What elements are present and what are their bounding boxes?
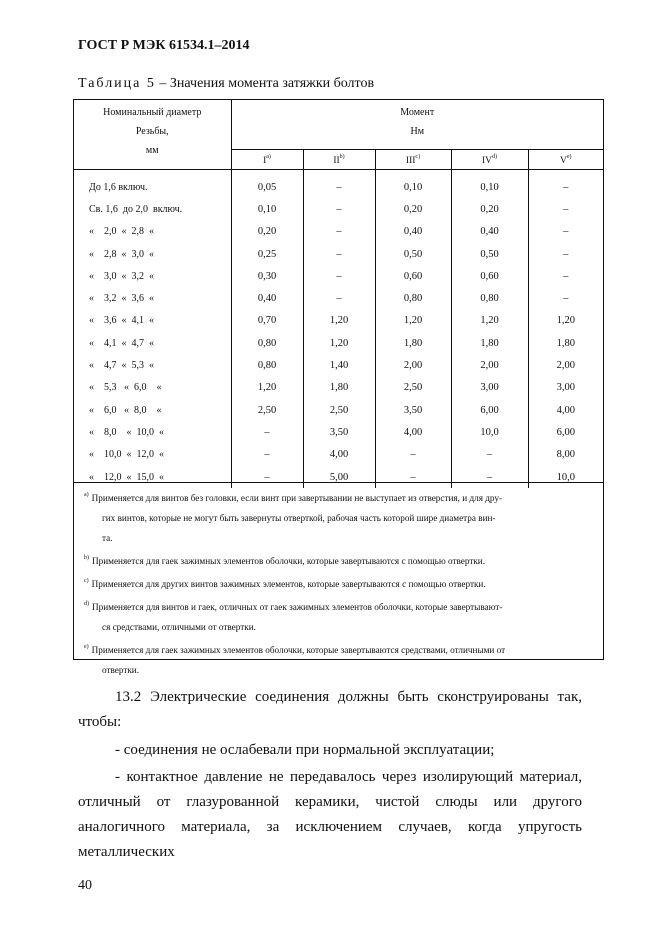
moment-cell: 6,00	[451, 399, 528, 421]
column-roman: II	[333, 155, 340, 166]
moment-cell: –	[303, 287, 375, 309]
diameter-cell: « 12,0 « 15,0 «	[74, 466, 231, 488]
table-row	[74, 310, 603, 332]
moment-cell: 0,10	[231, 198, 303, 220]
moment-cell: 1,20	[303, 310, 375, 332]
moment-cell: 1,80	[303, 377, 375, 399]
table-row	[74, 444, 603, 466]
moment-cell: 2,50	[231, 399, 303, 421]
moment-cell: 1,20	[303, 332, 375, 354]
document-header: ГОСТ Р МЭК 61534.1–2014	[78, 38, 250, 53]
table-caption	[78, 76, 374, 92]
moment-cell: –	[231, 421, 303, 443]
page-number: 40	[78, 878, 92, 893]
moment-cell: –	[563, 293, 569, 305]
note-text: Применяется для гаек зажимных элементов оболочки, которые завертываются средствами, отличными от	[91, 645, 506, 655]
moment-cell: 0,20	[231, 221, 303, 243]
moment-cell: –	[563, 248, 569, 260]
diameter-cell: « 6,0 « 8,0 «	[74, 399, 231, 421]
moment-cell: 1,80	[556, 337, 575, 349]
header-column-2	[303, 150, 375, 170]
moment-cell: 1,20	[451, 310, 528, 332]
diameter-cell: « 5,3 « 6,0 «	[74, 377, 231, 399]
diameter-cell: « 8,0 « 10,0 «	[74, 421, 231, 443]
moment-cell: –	[303, 265, 375, 287]
moment-cell: 0,60	[375, 265, 451, 287]
moment-cell: –	[375, 444, 451, 466]
moment-cell: 3,00	[556, 382, 575, 394]
moment-cell: 2,50	[303, 399, 375, 421]
table-row	[74, 399, 603, 421]
moment-cell: 2,00	[375, 354, 451, 376]
note-text: Применяется для гаек зажимных элементов оболочки, которые завертываются с помощью отвертки.	[92, 556, 486, 566]
moment-cell: 6,00	[556, 426, 575, 438]
moment-cell: 0,40	[231, 287, 303, 309]
moment-cell: 0,30	[231, 265, 303, 287]
moment-cell: –	[563, 226, 569, 238]
moment-cell: 0,10	[451, 170, 528, 199]
moment-cell: 0,80	[375, 287, 451, 309]
footnote-mark: d)	[492, 153, 498, 160]
diameter-cell: « 2,0 « 2,8 «	[74, 221, 231, 243]
table-row	[74, 243, 603, 265]
footnote-mark: c)	[415, 153, 421, 160]
header-diameter-line1: Номинальный диаметр	[103, 107, 202, 118]
note-text: Применяется для винтов и гаек, отличных от гаек зажимных элементов оболочки, которые завертывают-	[92, 602, 503, 612]
footnote-mark: b)	[339, 153, 345, 160]
header-column-3	[375, 150, 451, 170]
table-row	[74, 221, 603, 243]
table-title: – Значения момента затяжки болтов	[155, 76, 375, 91]
moment-cell: –	[451, 466, 528, 488]
torque-table	[73, 99, 604, 675]
table-row	[74, 198, 603, 220]
footnote-mark: b)	[84, 555, 89, 561]
diameter-cell: « 3,6 « 4,1 «	[74, 310, 231, 332]
table-row	[74, 421, 603, 443]
moment-cell: 2,00	[451, 354, 528, 376]
moment-cell: 0,20	[451, 198, 528, 220]
header-moment-unit: Нм	[410, 126, 425, 137]
paragraph-13-2: 13.2 Электрические соединения должны быть сконструированы так, чтобы:	[78, 689, 582, 730]
moment-cell: 0,20	[375, 198, 451, 220]
diameter-cell: « 4,1 « 4,7 «	[74, 332, 231, 354]
note-line	[84, 548, 595, 571]
table-row	[74, 332, 603, 354]
moment-cell: 4,00	[375, 421, 451, 443]
note-line: гих винтов, которые не могут быть завернуты отверткой, рабочая часть которой шире диаметра вин-	[102, 513, 496, 523]
moment-cell: –	[451, 444, 528, 466]
footnote-mark: d)	[84, 601, 89, 607]
table-notes	[74, 482, 603, 680]
moment-cell: 4,00	[303, 444, 375, 466]
moment-cell: 2,00	[556, 360, 575, 372]
paragraph-item-1: - соединения не ослабевали при нормальной эксплуатации;	[115, 742, 495, 758]
diameter-cell: « 3,2 « 3,6 «	[74, 287, 231, 309]
moment-cell: 0,40	[451, 221, 528, 243]
moment-cell: 0,50	[451, 243, 528, 265]
moment-cell: 3,50	[303, 421, 375, 443]
diameter-cell: « 4,7 « 5,3 «	[74, 354, 231, 376]
moment-cell: 1,20	[375, 310, 451, 332]
note-line: та.	[102, 533, 113, 543]
moment-cell: 0,10	[375, 170, 451, 199]
table-note	[84, 571, 595, 594]
table-note	[84, 485, 595, 548]
diameter-cell: « 10,0 « 12,0 «	[74, 444, 231, 466]
moment-cell: 10,0	[556, 471, 575, 483]
note-line	[84, 594, 595, 617]
table-row	[74, 287, 603, 309]
column-roman: III	[405, 155, 416, 166]
moment-cell: 0,05	[231, 170, 303, 199]
moment-cell: 0,50	[375, 243, 451, 265]
diameter-cell: « 3,0 « 3,2 «	[74, 265, 231, 287]
column-roman: IV	[481, 155, 493, 166]
moment-cell: 0,80	[231, 332, 303, 354]
note-line	[84, 571, 595, 594]
moment-cell: 1,20	[231, 377, 303, 399]
column-roman: I	[263, 155, 267, 166]
moment-cell: 0,80	[451, 287, 528, 309]
header-moment-line1: Момент	[400, 107, 435, 118]
moment-cell: –	[563, 203, 569, 215]
table-row	[74, 265, 603, 287]
moment-cell: 0,25	[231, 243, 303, 265]
moment-cell: 0,40	[375, 221, 451, 243]
moment-cell: 3,00	[451, 377, 528, 399]
note-text: Применяется для других винтов зажимных элементов, которые завертываются с помощью отвертки.	[91, 579, 486, 589]
moment-cell: 5,00	[303, 466, 375, 488]
moment-cell: 10,0	[451, 421, 528, 443]
table-note	[84, 548, 595, 571]
moment-cell: –	[563, 270, 569, 282]
note-text: Применяется для винтов без головки, если винт при завертывании не выступает из отверстия, и для дру-	[91, 493, 503, 503]
footnote-mark: a)	[84, 492, 89, 498]
paragraph-item-2: - контактное давление не передавалось через изолирующий материал, отличный от глазурованной керамики, чистой слюды или другого аналогичного материала, за исключением случаев, когда упругость металлических	[78, 769, 582, 860]
diameter-cell: Св. 1,6 до 2,0 включ.	[74, 198, 231, 220]
table-number: Таблица 5	[78, 76, 156, 91]
footnote-mark: a)	[266, 153, 271, 160]
moment-cell: 4,00	[556, 404, 575, 416]
moment-cell: –	[231, 466, 303, 488]
header-diameter	[74, 100, 231, 170]
moment-cell: –	[303, 221, 375, 243]
moment-cell: 0,70	[231, 310, 303, 332]
diameter-cell: До 1,6 включ.	[74, 170, 231, 199]
table-row	[74, 354, 603, 376]
note-line	[84, 485, 595, 508]
footnote-mark: e)	[566, 153, 572, 160]
moment-cell: –	[303, 170, 375, 199]
moment-cell: –	[563, 181, 569, 193]
header-column-5	[528, 150, 603, 170]
header-diameter-line2: Резьбы,	[135, 126, 169, 137]
moment-cell: –	[303, 198, 375, 220]
header-moment	[231, 100, 603, 150]
torque-table-grid	[74, 100, 603, 488]
table-row	[74, 377, 603, 399]
header-column-4	[451, 150, 528, 170]
moment-cell: 0,80	[231, 354, 303, 376]
moment-cell: 2,50	[375, 377, 451, 399]
note-line	[84, 637, 595, 660]
diameter-cell: « 2,8 « 3,0 «	[74, 243, 231, 265]
moment-cell: –	[375, 466, 451, 488]
moment-cell: –	[303, 243, 375, 265]
moment-cell: 0,60	[451, 265, 528, 287]
moment-cell: 1,80	[451, 332, 528, 354]
moment-cell: 1,20	[556, 315, 575, 327]
table-note	[84, 637, 595, 680]
table-row	[74, 170, 603, 199]
footnote-mark: c)	[84, 578, 89, 584]
moment-cell: 3,50	[375, 399, 451, 421]
table-note	[84, 594, 595, 637]
moment-cell: 1,80	[375, 332, 451, 354]
moment-cell: 8,00	[556, 449, 575, 461]
column-roman: V	[559, 155, 567, 166]
moment-cell: 1,40	[303, 354, 375, 376]
moment-cell: –	[231, 444, 303, 466]
header-column-1	[231, 150, 303, 170]
header-diameter-line3: мм	[145, 145, 159, 156]
footnote-mark: e)	[84, 644, 89, 650]
note-line: отвертки.	[102, 665, 140, 675]
note-line: ся средствами, отличными от отвертки.	[102, 622, 256, 632]
